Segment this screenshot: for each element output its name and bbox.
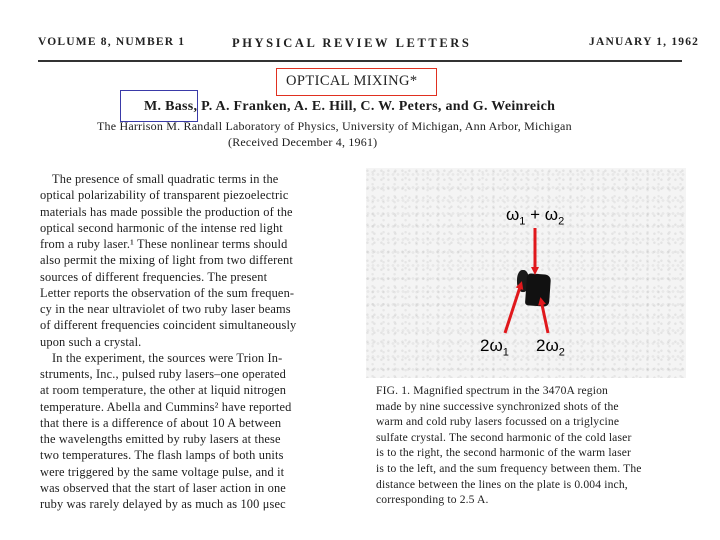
caption-line: is to the right, the second harmonic of the warm laser xyxy=(376,446,632,460)
body-line: temperature. Abella and Cummins² have reported xyxy=(40,399,292,414)
article-authors: M. Bass, P. A. Franken, A. E. Hill, C. W. Peters, and G. Weinreich xyxy=(144,99,556,114)
body-line: The presence of small quadratic terms in the xyxy=(52,172,279,186)
body-line: cy in the near ultraviolet of two ruby laser beams xyxy=(40,302,291,316)
caption-line: is to the left, and the sum frequency between them. The xyxy=(376,461,642,475)
caption-line: made by nine successive synchronized shots of the xyxy=(376,399,619,413)
body-line: the wavelengths emitted by ruby lasers at these xyxy=(40,432,281,446)
article-affiliation: The Harrison M. Randall Laboratory of Physics, University of Michigan, Ann Arbor, Michigan xyxy=(97,119,572,133)
article-received: (Received December 4, 1961) xyxy=(228,135,378,149)
body-line: was observed that the start of laser action in one xyxy=(40,480,286,495)
body-line: that there is a difference of about 10 A between xyxy=(40,415,282,430)
label-second-harmonic-2: $2\omega_2$ xyxy=(536,336,565,359)
caption-line: distance between the lines on the plate is 0.004 inch, xyxy=(376,477,628,491)
header-date: JANUARY 1, 1962 xyxy=(589,36,700,48)
body-line: optical second harmonic of the intense red light xyxy=(40,220,283,235)
body-line: In the experiment, the sources were Trion In- xyxy=(52,350,283,365)
label-sum-frequency: $\omega_1 + \omega_2$ xyxy=(506,205,565,228)
body-line: Letter reports the observation of the sum frequen- xyxy=(40,285,295,300)
figure-caption xyxy=(376,383,642,508)
caption-line: sulfate crystal. The second harmonic of the cold laser xyxy=(376,430,632,444)
arrow-2w1 xyxy=(505,284,521,333)
body-line: upon such a crystal. xyxy=(40,334,142,349)
body-line: at room temperature, the other at liquid nitrogen xyxy=(40,383,287,398)
body-line: struments, Inc., pulsed ruby lasers–one operated xyxy=(40,367,286,381)
arrow-2w2 xyxy=(541,300,548,333)
body-line: two temperatures. The flash lamps of both units xyxy=(40,448,284,463)
body-line: were triggered by the same voltage pulse, and it xyxy=(40,464,285,479)
caption-line: FIG. 1. Magnified spectrum in the 3470A region xyxy=(376,384,608,397)
body-line: materials has made possible the production of the xyxy=(40,204,293,219)
header-journal: PHYSICAL REVIEW LETTERS xyxy=(232,36,472,50)
body-line: sources of different frequencies. The present xyxy=(40,269,268,284)
body-line: also permit the mixing of light from two different xyxy=(40,253,293,268)
label-second-harmonic-1: $2\omega_1$ xyxy=(480,336,509,359)
article-title: OPTICAL MIXING* xyxy=(286,73,418,89)
header-volume: VOLUME 8, NUMBER 1 xyxy=(38,36,186,48)
body-line: optical polarizability of transparent piezoelectric xyxy=(40,188,289,203)
body-line: from a ruby laser.¹ These nonlinear terms should xyxy=(40,237,288,251)
caption-line: warm and cold ruby lasers focussed on a triglycine xyxy=(376,415,620,429)
body-line: ruby was rarely delayed by as much as 100 μsec xyxy=(40,497,286,511)
caption-line: corresponding to 2.5 A. xyxy=(376,493,489,507)
body-line: of different frequencies coincident simultaneously xyxy=(40,318,297,333)
